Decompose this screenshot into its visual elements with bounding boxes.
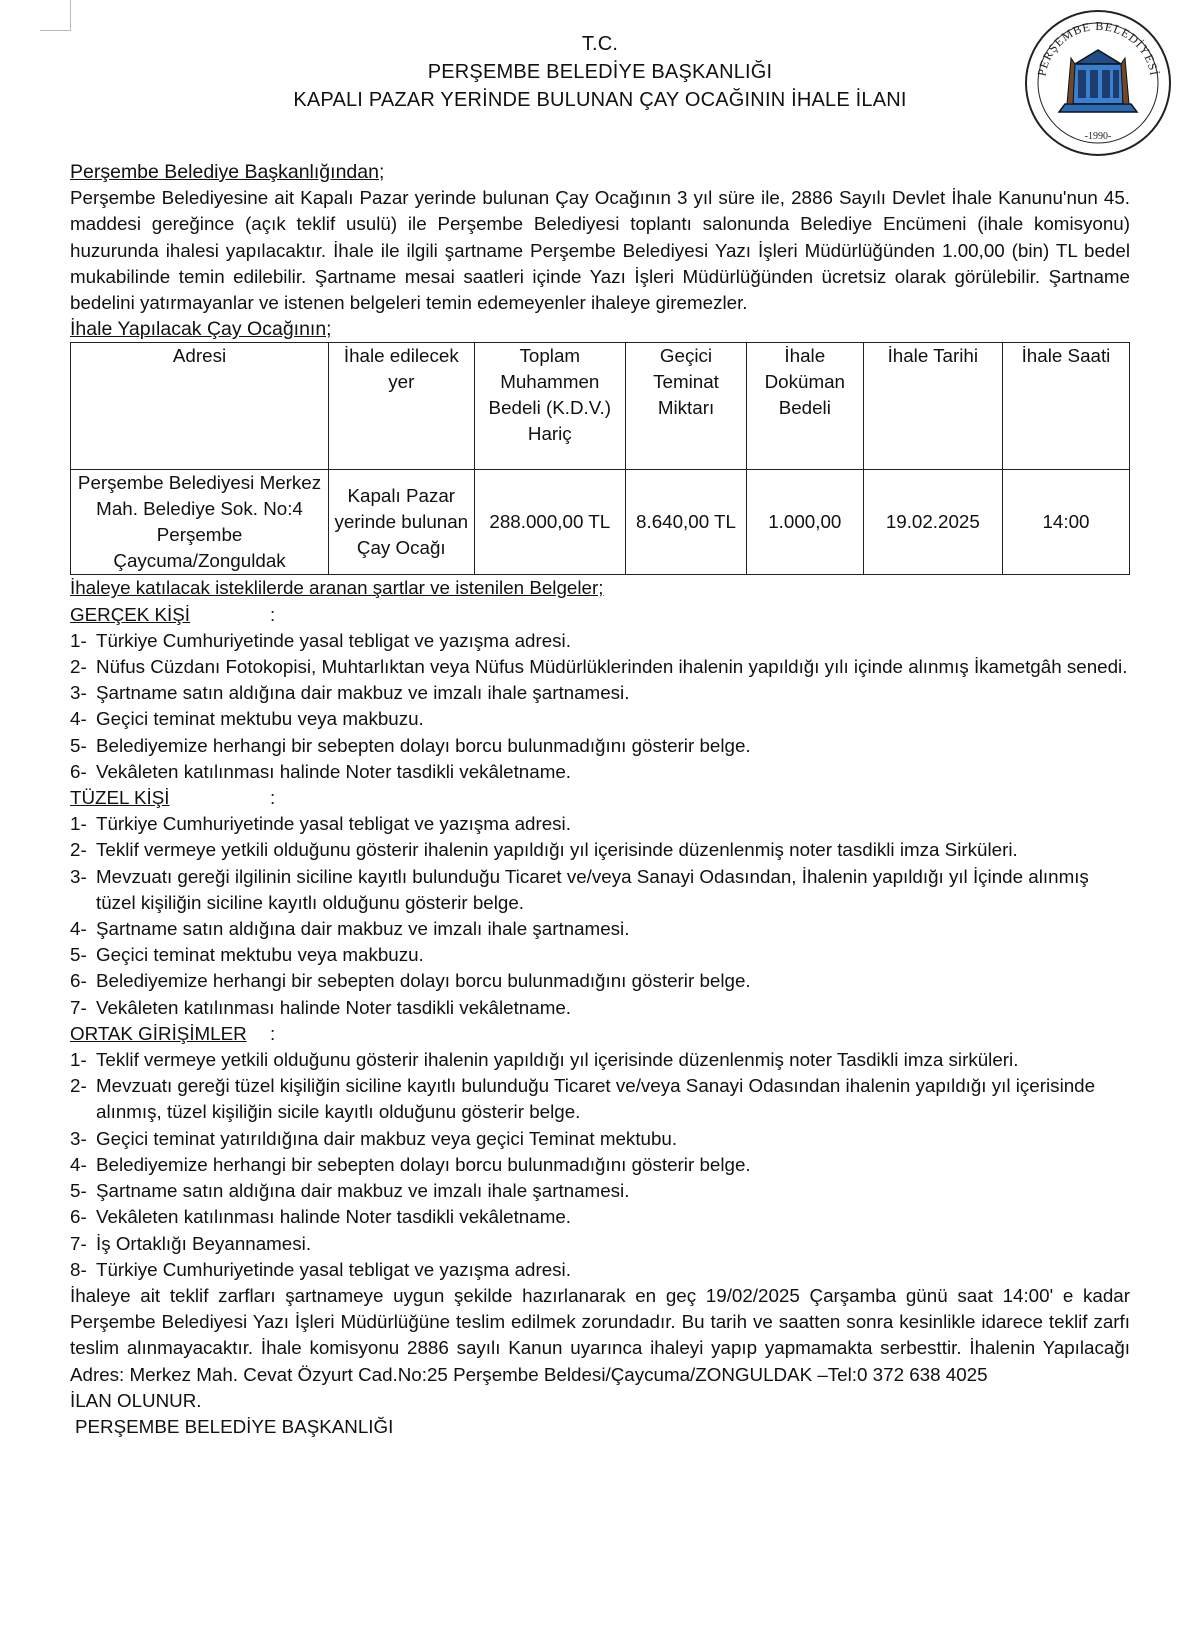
col-ihale-yer: İhale edilecek yer [329,343,474,470]
item-number: 1- [70,813,87,835]
section-title-label: TÜZEL KİŞİ [70,787,170,809]
list-item [70,759,1130,785]
item-number: 4- [70,708,87,730]
item-number: 2- [70,1075,87,1097]
section-gercek [70,602,1130,785]
intro-title: Perşembe Belediye Başkanlığından; [70,161,385,183]
item-number: 6- [70,1206,87,1228]
header-title: KAPALI PAZAR YERİNDE BULUNAN ÇAY OCAĞININ İHALE İLANI [293,89,907,111]
item-text: Belediyemize herhangi bir sebepten dolayı borcu bulunmadığını gösterir belge. [96,734,751,756]
list-item [70,1047,1130,1073]
cell-teminat: 8.640,00 TL [626,470,747,575]
col-adres: Adresi [71,343,329,470]
list-item [70,811,1130,837]
item-number: 5- [70,734,87,756]
list-item [70,680,1130,706]
item-number: 8- [70,1258,87,1280]
item-text: Belediyemize herhangi bir sebepten dolayı borcu bulunmadığını gösterir belge. [96,1153,751,1175]
document-body [70,159,1130,1440]
cell-adres: Perşembe Belediyesi Merkez Mah. Belediye Sok. No:4 Perşembe Çaycuma/Zonguldak [71,470,329,575]
item-number: 3- [70,1127,87,1149]
list-item [70,1204,1130,1230]
col-muhammen: Toplam Muhammen Bedeli (K.D.V.) Hariç [474,343,626,470]
item-number: 2- [70,839,87,861]
col-saat: İhale Saati [1002,343,1129,470]
section-colon: : [270,787,276,809]
section-tuzel [70,785,1130,1021]
item-text: Geçici teminat mektubu veya makbuzu. [96,944,424,966]
item-text: Türkiye Cumhuriyetinde yasal tebligat ve yazışma adresi. [96,813,571,835]
cell-saat: 14:00 [1002,470,1129,575]
intro-paragraph: Perşembe Belediyesine ait Kapalı Pazar yerinde bulunan Çay Ocağının 3 yıl süre ile, 2886 Sayılı Devlet İhale Kanunu'nun 45. maddesi gereğince (açık teklif usulü) ile Perşembe Belediyesi toplantı salonunda Belediye Encümeni (ihale komisyonu) huzurunda ihalesi yapılacaktır. İhale ile ilgili şartname Perşembe Belediyesi Yazı İşleri Müdürlüğünden 1.00,00 (bin) TL bedel mukabilinde temin edilebilir. Şartname mesai saatleri içinde Yazı İşleri Müdürlüğünden ücretsiz olarak görülebilir. Şartname bedelini yatırmayanlar ve istenen belgeleri temin edemeyenler ihaleye giremezler. [70,187,1130,314]
item-number: 2- [70,656,87,678]
building-seal-icon [1059,50,1137,112]
list-item [70,968,1130,994]
list-item [70,1257,1130,1283]
announce-text: İLAN OLUNUR. [70,1389,202,1411]
requirement-list [70,1047,1130,1283]
list-item [70,995,1130,1021]
header-municipality: PERŞEMBE BELEDİYE BAŞKANLIĞI [427,61,773,83]
item-text: Belediyemize herhangi bir sebepten dolayı borcu bulunmadığını gösterir belge. [96,970,751,992]
closing-paragraph: İhaleye ait teklif zarfları şartnameye uygun şekilde hazırlanarak en geç 19/02/2025 Çarşamba günü saat 14:00' e kadar Perşembe Belediyesi Yazı İşleri Müdürlüğüne teslim edilmek zorundadır. Bu tarih ve saatten sonra kesinlikle idarece teklif zarfı teslim alınmayacaktır. İhale komisyonu 2886 sayılı Kanun uyarınca ihaleyi yapıp yapmamakta serbesttir. İhalenin Yapılacağı Adres: Merkez Mah. Cevat Özyurt Cad.No:25 Perşembe Beldesi/Çaycuma/ZONGULDAK –Tel:0 372 638 4025 [70,1284,1130,1385]
list-item [70,864,1130,916]
section-ortak [70,1021,1130,1283]
requirements-title: İhaleye katılacak isteklilerde aranan şartlar ve istenilen Belgeler; [70,577,604,599]
signature: PERŞEMBE BELEDİYE BAŞKANLIĞI [75,1415,394,1437]
item-text: Mevzuatı gereği ilgilinin siciline kayıtlı bulunduğu Ticaret ve/veya Sanayi Odasından, İhalenin yapıldığı yıl İçinde alınmış tüzel kişiliğin siciline kayıtlı olduğunu gösterir belge. [96,865,1089,913]
section-title [70,1021,1130,1047]
document-header [0,30,1200,114]
municipality-seal [1023,8,1173,158]
table-row [71,470,1130,575]
list-item [70,1073,1130,1125]
cell-ihale-yer: Kapalı Pazar yerinde bulunan Çay Ocağı [329,470,474,575]
item-text: Nüfus Cüzdanı Fotokopisi, Muhtarlıktan veya Nüfus Müdürlüklerinden ihalenin yapıldığı yılı içinde alınmış İkametgâh senedi. [96,656,1128,678]
item-text: Teklif vermeye yetkili olduğunu gösterir ihalenin yapıldığı yıl içerisinde düzenlenmiş noter Tasdikli imza sirküleri. [96,1049,1019,1071]
list-item [70,706,1130,732]
item-number: 5- [70,1180,87,1202]
cell-dokuman: 1.000,00 [746,470,863,575]
item-text: Şartname satın aldığına dair makbuz ve imzalı ihale şartnamesi. [96,918,630,940]
col-dokuman: İhale Doküman Bedeli [746,343,863,470]
item-number: 4- [70,1153,87,1175]
seal-year: -1990- [1084,131,1112,142]
item-number: 6- [70,970,87,992]
item-text: Geçici teminat mektubu veya makbuzu. [96,708,424,730]
item-text: Türkiye Cumhuriyetinde yasal tebligat ve yazışma adresi. [96,629,571,651]
section-colon: : [270,1022,276,1044]
page-corner-mark [40,0,71,31]
item-number: 1- [70,1049,87,1071]
item-number: 1- [70,629,87,651]
table-header-row [71,343,1130,470]
requirement-list [70,811,1130,1021]
item-text: Vekâleten katılınması halinde Noter tasdikli vekâletname. [96,1206,572,1228]
section-title [70,602,1130,628]
seal-ring-text: PERŞEMBE BELEDİYESİ [1034,18,1162,78]
item-number: 7- [70,996,87,1018]
closing-section [70,1283,1130,1440]
list-item [70,1152,1130,1178]
section-title [70,785,1130,811]
list-item [70,916,1130,942]
item-text: Vekâleten katılınması halinde Noter tasdikli vekâletname. [96,760,572,782]
item-number: 3- [70,865,87,887]
section-title-label: ORTAK GİRİŞİMLER [70,1022,247,1044]
list-item [70,942,1130,968]
col-tarih: İhale Tarihi [863,343,1002,470]
table-title: İhale Yapılacak Çay Ocağının; [70,318,332,341]
requirement-list [70,628,1130,785]
header-tc: T.C. [581,33,619,55]
item-number: 5- [70,944,87,966]
cell-tarih: 19.02.2025 [863,470,1002,575]
tender-table [70,342,1130,575]
item-number: 6- [70,760,87,782]
item-text: Şartname satın aldığına dair makbuz ve imzalı ihale şartnamesi. [96,1180,630,1202]
list-item [70,654,1130,680]
item-number: 4- [70,918,87,940]
item-number: 7- [70,1232,87,1254]
item-number: 3- [70,682,87,704]
item-text: Türkiye Cumhuriyetinde yasal tebligat ve yazışma adresi. [96,1258,571,1280]
item-text: Mevzuatı gereği tüzel kişiliğin siciline kayıtlı bulunduğu Ticaret ve/veya Sanayi Odasından ihalenin yapıldığı yıl içerisinde alınmış, tüzel kişiliğin sicile kayıtlı olduğunu gösterir belge. [96,1075,1096,1123]
item-text: Geçici teminat yatırıldığına dair makbuz veya geçici Teminat mektubu. [96,1127,678,1149]
list-item [70,1231,1130,1257]
list-item [70,733,1130,759]
list-item [70,1126,1130,1152]
list-item [70,628,1130,654]
section-colon: : [270,603,276,625]
cell-muhammen: 288.000,00 TL [474,470,626,575]
col-teminat: Geçici Teminat Miktarı [626,343,747,470]
item-text: Şartname satın aldığına dair makbuz ve imzalı ihale şartnamesi. [96,682,630,704]
item-text: İş Ortaklığı Beyannamesi. [96,1232,312,1254]
section-title-label: GERÇEK KİŞİ [70,603,191,625]
list-item [70,1178,1130,1204]
item-text: Vekâleten katılınması halinde Noter tasdikli vekâletname. [96,996,572,1018]
item-text: Teklif vermeye yetkili olduğunu gösterir ihalenin yapıldığı yıl içerisinde düzenlenmiş noter tasdikli imza Sirküleri. [96,839,1018,861]
list-item [70,837,1130,863]
